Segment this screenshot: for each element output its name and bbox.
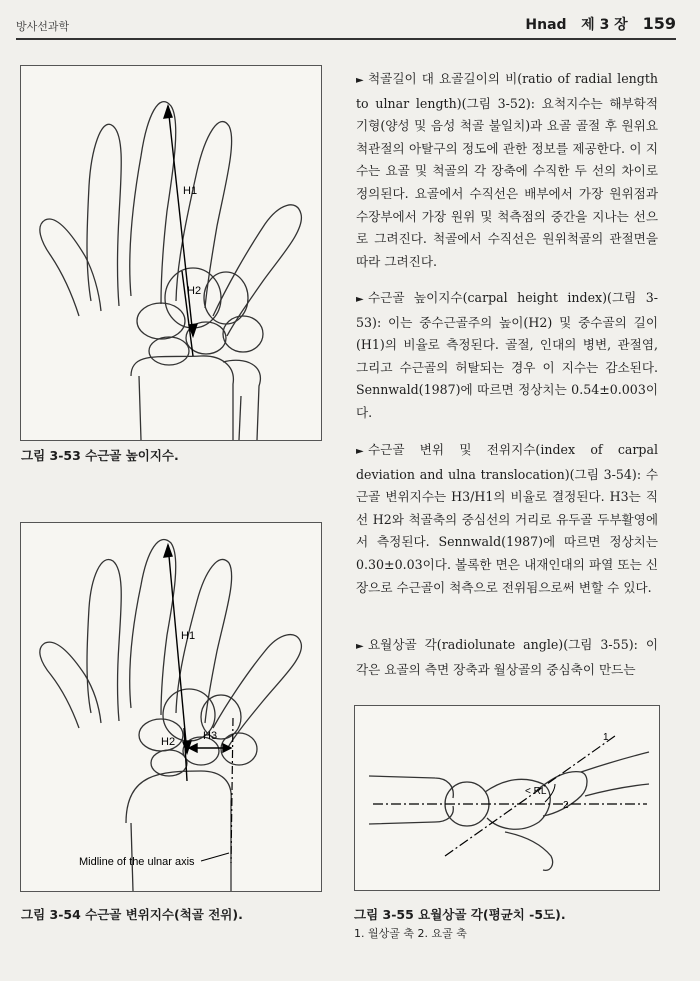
- running-head-section: Hnad: [525, 17, 567, 33]
- label-h3: H3: [203, 730, 218, 742]
- figure-3-53-carpal-height: [20, 65, 322, 441]
- label-axis-2: 2: [563, 800, 569, 811]
- hand-xray-illustration: [21, 66, 321, 440]
- label-rl-angle: < RL: [525, 786, 547, 797]
- hand-xray-illustration: [21, 523, 321, 891]
- page-number: 159: [642, 14, 676, 33]
- triangle-bullet-icon: ►: [356, 75, 364, 86]
- triangle-bullet-icon: ►: [356, 294, 364, 305]
- running-head-book-title: 방사선과학: [16, 20, 70, 33]
- paragraph-carpal-deviation-index: ► 수근골 변위 및 전위지수(index of carpal deviation and ulna translocation)(그림 3-54): 수근골 변위지수는 H3/H1의 비율로 결정된다. H3는 직선 H2와 척골축의 중심선의 거리로 유두골 두부활영에서 측정된다. Sennwald(1987)에 따르면 정상치는 0.30±0.03이다. 볼록한 면은 내재인대의 파열 또는 신장으로 수근골이 척측으로 전위됨으로써 변할 수 있다.: [356, 442, 658, 595]
- label-h1: H1: [183, 185, 198, 197]
- page-header: [0, 0, 700, 46]
- label-midline-ulnar-axis: Midline of the ulnar axis: [79, 856, 195, 868]
- label-h1: H1: [181, 630, 196, 642]
- figure-3-55-caption: 그림 3-55 요월상골 각(평균치 -5도).: [354, 907, 566, 922]
- triangle-bullet-icon: ►: [356, 446, 364, 457]
- paragraph-radiolunate-angle: ► 요월상골 각(radiolunate angle)(그림 3-55): 이 각은 요골의 측면 장축과 월상골의 중심축이 만드는: [356, 637, 658, 677]
- running-head-chapter: 제 3 장: [581, 17, 628, 33]
- header-rule: [16, 38, 676, 40]
- label-axis-1: 1: [603, 732, 609, 743]
- running-head-right: [525, 14, 676, 34]
- figure-3-54-caption: 그림 3-54 수근골 변위지수(척골 전위).: [21, 907, 243, 922]
- figure-3-53-caption: 그림 3-53 수근골 높이지수.: [21, 448, 179, 463]
- figure-3-55-subcaption: 1. 월상골 축 2. 요골 축: [354, 927, 467, 940]
- paragraph-radial-ulnar-ratio: ► 척골길이 대 요골길이의 비(ratio of radial length to ulnar length)(그림 3-52): 요척지수는 해부학적 기형(양성 및 음성 척골 불일치)과 요골 골절 후 원위요척관절의 아탈구의 정도에 관한 정보를 제공한다. 이 지수는 요골 및 척골의 각 장축에 수직한 두 선의 차이로 정의된다. 요골에서 수직선은 배부에서 가장 원위점과 수장부에서 가장 원위 및 척측점의 중간을 지나는 선으로 그려진다. 척골에서 수직선은 원위척골의 관절면을 따라 그려진다.: [356, 71, 658, 269]
- paragraph-carpal-height-index: ► 수근골 높이지수(carpal height index)(그림 3-53): 이는 중수근골주의 높이(H2) 및 중수골의 길이(H1)의 비율로 측정된다. 골절, 인대의 병변, 관절염, 그리고 수근골의 허탈되는 경우 이 지수는 감소된다. Sennwald(1987)에 따르면 정상치는 0.54±0.003이다.: [356, 290, 658, 420]
- figure-3-55-radiolunate-angle: [354, 705, 660, 891]
- label-h2: H2: [187, 285, 202, 297]
- triangle-bullet-icon: ►: [356, 641, 364, 652]
- wrist-lateral-illustration: [355, 706, 659, 890]
- figure-3-54-carpal-deviation: [20, 522, 322, 892]
- label-h2: H2: [161, 736, 176, 748]
